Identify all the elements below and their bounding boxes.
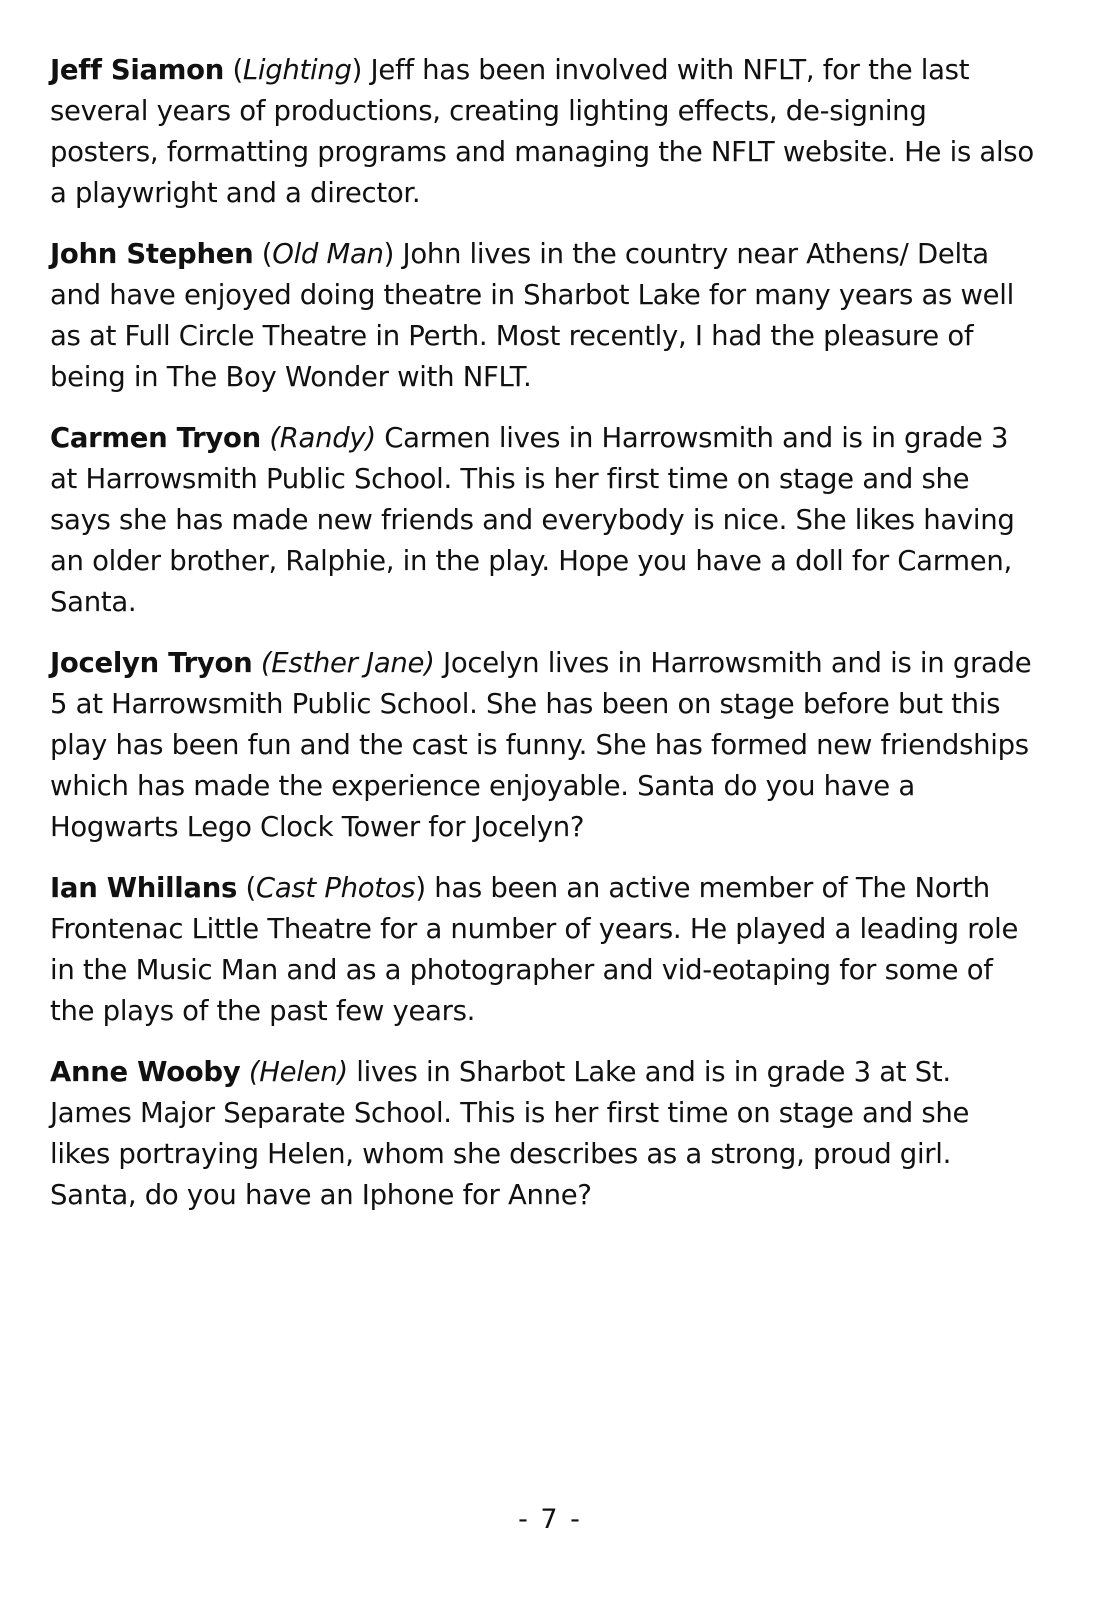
role-paren-open (240, 1056, 248, 1088)
bio-carmen-tryon (50, 418, 1035, 623)
bio-name: Jeff Siamon (50, 54, 224, 86)
role-paren-open (252, 647, 260, 679)
bio-text: John lives in the country near Athens/ Delta and have enjoyed doing theatre in Sharbot Lake for many years as well as at Full Circle Theatre in Perth. Most recently, I had the pleasure of being in The Boy Wonder with NFLT. (50, 238, 1014, 393)
bio-name: Ian Whillans (50, 872, 238, 904)
bio-text: lives in Sharbot Lake and is in grade 3 at St. James Major Separate School. This is her first time on stage and she likes portraying Helen, whom she describes as a strong, proud girl. Santa, do you have an Iphone for Anne? (50, 1056, 970, 1211)
cast-bios (50, 50, 1035, 1236)
bio-text: Carmen lives in Harrowsmith and is in grade 3 at Harrowsmith Public School. This is her first time on stage and she says she has made new friends and everybody is nice. She likes having an older brother, Ralphie, in the play. Hope you have a doll for Carmen, Santa. (50, 422, 1015, 618)
bio-role: (Randy) (269, 422, 376, 454)
bio-role: (Esther Jane) (260, 647, 435, 679)
role-paren-open: ( (224, 54, 243, 86)
bio-jocelyn-tryon (50, 643, 1035, 848)
bio-jeff-siamon (50, 50, 1035, 214)
bio-role: Old Man (272, 238, 384, 270)
bio-role: Lighting (242, 54, 352, 86)
role-paren-open: ( (237, 872, 256, 904)
bio-anne-wooby (50, 1052, 1035, 1216)
bio-text: Jocelyn lives in Harrowsmith and is in grade 5 at Harrowsmith Public School. She has been on stage before but this play has been fun and the cast is funny. She has formed new friendships which has made the experience enjoyable. Santa do you have a Hogwarts Lego Clock Tower for Jocelyn? (50, 647, 1032, 843)
role-paren-close: ) (415, 872, 426, 904)
bio-name: Carmen Tryon (50, 422, 261, 454)
page-number: - 7 - (518, 1504, 582, 1535)
bio-name: John Stephen (50, 238, 254, 270)
bio-name: Anne Wooby (50, 1056, 241, 1088)
bio-role: (Helen) (248, 1056, 348, 1088)
bio-text: Jeff has been involved with NFLT, for the last several years of productions, creating lighting effects, de-signing posters, formatting programs and managing the NFLT website. He is also a playwright and a director. (50, 54, 1034, 209)
bio-john-stephen (50, 234, 1035, 398)
bio-name: Jocelyn Tryon (50, 647, 253, 679)
bio-ian-whillans (50, 868, 1035, 1032)
bio-text: has been an active member of The North Frontenac Little Theatre for a number of years. He played a leading role in the Music Man and as a photographer and vid-eotaping for some of the plays of the past few years. (50, 872, 1019, 1027)
bio-role: Cast Photos (255, 872, 416, 904)
role-paren-close: ) (383, 238, 395, 270)
role-paren-close: ) (351, 54, 363, 86)
role-paren-open: ( (253, 238, 273, 270)
